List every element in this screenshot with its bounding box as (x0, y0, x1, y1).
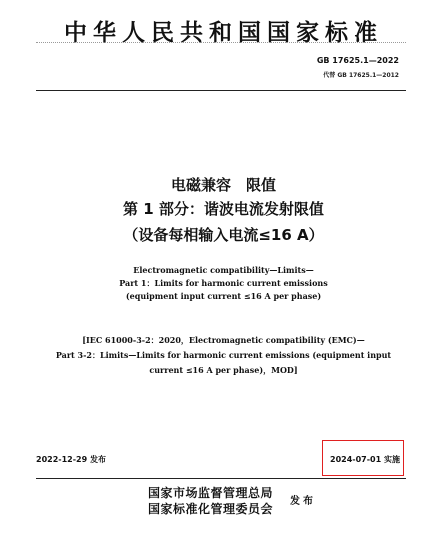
issuer-samr: 国家市场监督管理总局 (148, 486, 274, 500)
iec-reference-line-2: Part 3-2：Limits—Limits for harmonic current emissions (equipment input (55, 350, 392, 360)
iec-reference-line-1: [IEC 61000-3-2：2020，Electromagnetic compatibility (EMC)— (82, 335, 365, 345)
replaces-standard: 代替 GB 17625.1—2012 (323, 72, 399, 79)
standard-number: GB 17625.1—2022 (316, 56, 399, 65)
dotted-divider (36, 42, 406, 43)
chinese-title-line-2: 第 1 部分：谐波电流发射限值 (123, 200, 324, 218)
publish-label: 发布 (290, 496, 316, 507)
bottom-rule (36, 478, 406, 479)
english-title-line-2: Part 1：Limits for harmonic current emissions (119, 278, 328, 288)
issue-date: 2022-12-29 发布 (36, 455, 106, 464)
english-title-line-1: Electromagnetic compatibility—Limits— (133, 265, 314, 275)
top-rule (36, 90, 406, 91)
chinese-title-line-3: （设备每相输入电流≤16 A） (123, 226, 324, 244)
english-title-line-3: (equipment input current ≤16 A per phase) (125, 291, 322, 301)
chinese-title-line-1: 电磁兼容 限值 (170, 176, 276, 194)
implementation-date: 2024-07-01 实施 (330, 455, 400, 464)
standard-category-title: 中华人民共和国国家标准 (64, 20, 383, 46)
iec-reference-line-3: current ≤16 A per phase)，MOD] (149, 365, 298, 375)
issuer-sac: 国家标准化管理委员会 (148, 502, 274, 516)
